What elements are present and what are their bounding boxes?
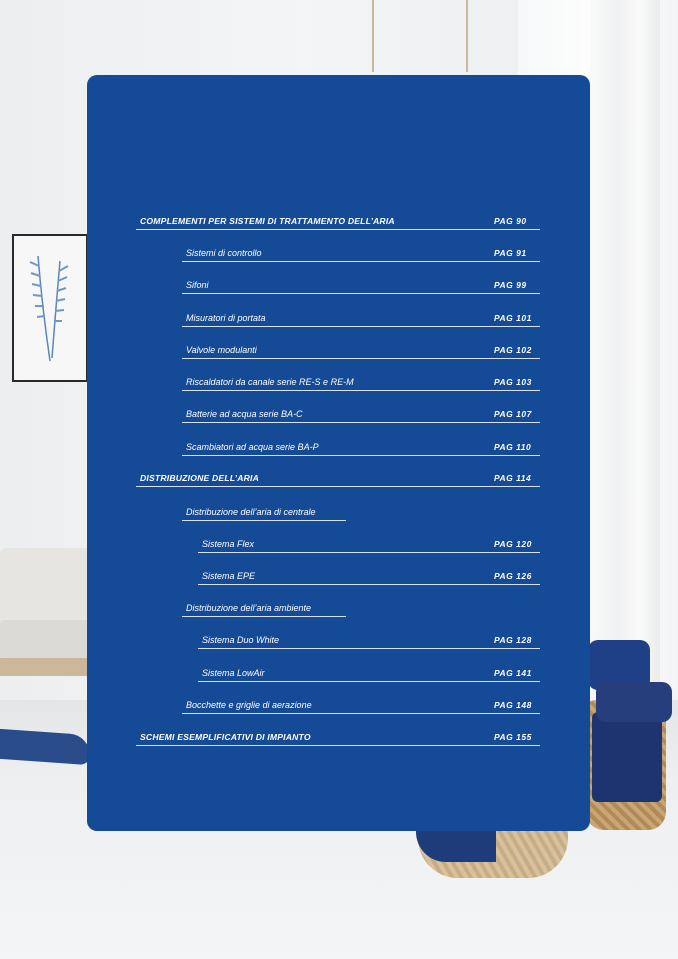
toc-entry-scambiatori-ad-acqua[interactable] xyxy=(182,436,540,456)
toc-entry-title: Sistema Duo White xyxy=(202,635,280,645)
toc-entry-sifoni[interactable] xyxy=(182,274,540,294)
toc-entry-page: PAG 114 xyxy=(494,473,532,483)
framed-leaf-print xyxy=(12,234,88,382)
hanging-rope xyxy=(372,0,374,72)
toc-entry-sistema-epe[interactable] xyxy=(198,565,540,585)
toc-entry-sistema-lowair[interactable] xyxy=(198,662,540,682)
toc-entry-title: Sistema LowAir xyxy=(202,668,265,678)
toc-entry-bocchette-e-griglie[interactable] xyxy=(182,694,540,714)
toc-entry-title: Batterie ad acqua serie BA-C xyxy=(186,409,303,419)
toc-entry-page: PAG 103 xyxy=(494,377,532,387)
toc-entry-page: PAG 120 xyxy=(494,539,532,549)
toc-entry-valvole-modulanti[interactable] xyxy=(182,339,540,359)
toc-entry-sistema-duo-white[interactable] xyxy=(198,629,540,649)
toc-entry-title: Sifoni xyxy=(186,280,209,290)
toc-entry-title: Misuratori di portata xyxy=(186,313,266,323)
toc-entry-page: PAG 90 xyxy=(494,216,527,226)
toc-entry-title: Sistema EPE xyxy=(202,571,256,581)
toc-entry-sistemi-di-controllo[interactable] xyxy=(182,242,540,262)
curtain xyxy=(590,0,660,700)
toc-entry-title: DISTRIBUZIONE DELL’ARIA xyxy=(140,473,260,483)
sofa-back xyxy=(0,548,88,624)
toc-entry-title: Sistemi di controllo xyxy=(186,248,262,258)
toc-entry-page: PAG 148 xyxy=(494,700,532,710)
toc-entry-title: Scambiatori ad acqua serie BA-P xyxy=(186,442,319,452)
toc-entry-page: PAG 128 xyxy=(494,635,532,645)
toc-entry-page: PAG 102 xyxy=(494,345,532,355)
hanging-rope xyxy=(466,0,468,72)
toc-entry-page: PAG 126 xyxy=(494,571,532,581)
blue-blanket xyxy=(0,729,90,765)
toc-entry-page: PAG 155 xyxy=(494,732,532,742)
toc-entry-misuratori-di-portata[interactable] xyxy=(182,307,540,327)
toc-entry-page: PAG 99 xyxy=(494,280,527,290)
toc-entry-schemi-esemplificativi[interactable] xyxy=(136,726,540,746)
toc-entry-title: Sistema Flex xyxy=(202,539,255,549)
table-of-contents-panel xyxy=(87,75,590,831)
toc-entry-title: Distribuzione dell’aria di centrale xyxy=(186,507,316,517)
toc-entry-page: PAG 141 xyxy=(494,668,532,678)
toc-entry-distribuzione-centrale[interactable] xyxy=(182,501,346,521)
toc-entry-batterie-ad-acqua[interactable] xyxy=(182,403,540,423)
toc-entry-title: Riscaldatori da canale serie RE-S e RE-M xyxy=(186,377,354,387)
basket-blanket xyxy=(592,712,662,802)
toc-entry-title: COMPLEMENTI PER SISTEMI DI TRATTAMENTO DELL’ARIA xyxy=(140,216,395,226)
toc-entry-page: PAG 107 xyxy=(494,409,532,419)
toc-entry-distribuzione-ambiente[interactable] xyxy=(182,597,346,617)
sofa-base xyxy=(0,658,88,676)
leaf-illustration xyxy=(20,246,80,366)
toc-entry-complementi[interactable] xyxy=(136,210,540,230)
toc-entry-title: SCHEMI ESEMPLIFICATIVI DI IMPIANTO xyxy=(140,732,311,742)
toc-entry-page: PAG 110 xyxy=(494,442,532,452)
blue-pillow xyxy=(596,682,672,722)
toc-entry-title: Bocchette e griglie di aerazione xyxy=(186,700,312,710)
toc-entry-riscaldatori[interactable] xyxy=(182,371,540,391)
toc-entry-page: PAG 101 xyxy=(494,313,532,323)
toc-entry-title: Distribuzione dell’aria ambiente xyxy=(186,603,312,613)
sofa-cushion xyxy=(0,620,88,660)
toc-entry-sistema-flex[interactable] xyxy=(198,533,540,553)
toc-entry-page: PAG 91 xyxy=(494,248,527,258)
toc-entry-title: Valvole modulanti xyxy=(186,345,257,355)
toc-entry-distribuzione-dell-aria[interactable] xyxy=(136,467,540,487)
